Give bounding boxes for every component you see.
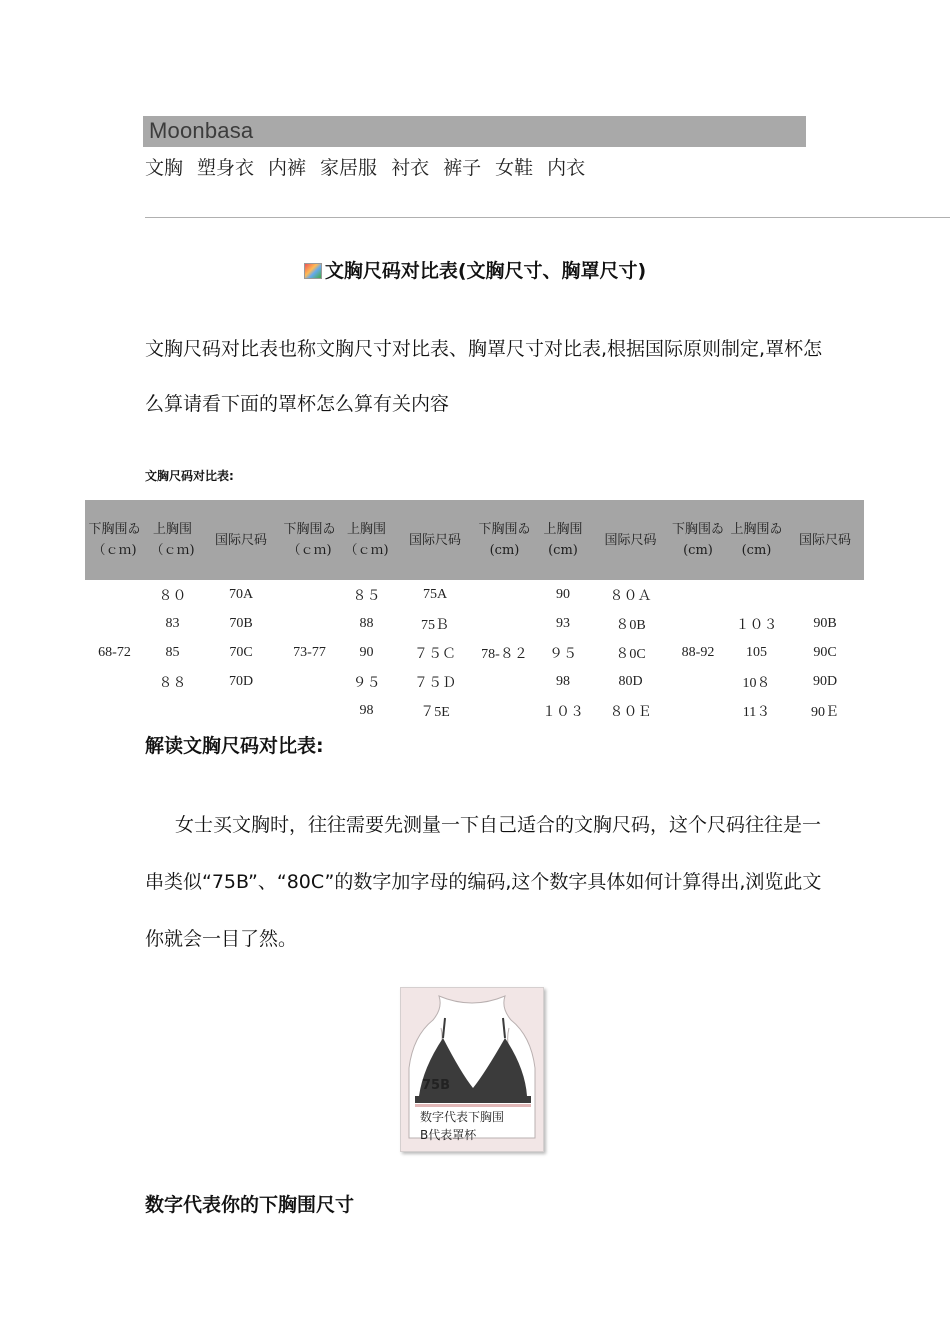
table-cell: ８０Ａ [609, 588, 652, 604]
broken-image-icon [304, 263, 322, 279]
table-row [85, 667, 864, 696]
nav-item-bra[interactable]: 文胸 [145, 157, 184, 179]
table-cell: 75A [422, 586, 448, 602]
header-cell: 国际尺码 [395, 500, 475, 580]
nav-item-shirts[interactable]: 衬衣 [391, 157, 430, 179]
table-cell: １０３ [542, 704, 584, 720]
nav-item-underwear[interactable]: 内裤 [268, 157, 307, 179]
header-cell: 国际尺码 [786, 500, 864, 580]
table-cell: 88 [359, 615, 374, 631]
table-cell: ７５Ｄ [414, 675, 456, 691]
figure-size-label: 75B [422, 1078, 450, 1093]
table-cell: 10８ [742, 675, 771, 691]
table-row [85, 638, 864, 667]
header-cell: 下胸围ゐ（ｃｍ) [85, 500, 144, 580]
table-cell: ８５ [352, 588, 381, 604]
header-cell: 下胸围ゐ(cm) [475, 500, 534, 580]
nav-item-shapewear[interactable]: 塑身衣 [197, 157, 255, 179]
section-heading-underbust: 数字代表你的下胸围尺寸 [145, 1194, 355, 1216]
header-cell: 国际尺码 [592, 500, 669, 580]
table-caption: 文胸尺码对比表: [145, 469, 234, 483]
header-cell: 下胸围ゐ(cm) [669, 500, 727, 580]
table-cell: 70B [229, 615, 253, 631]
table-cell: 90 [556, 586, 570, 602]
table-cell: ８０Ｅ [609, 704, 652, 720]
table-cell: ８0B [615, 617, 646, 633]
header-cell: 上胸围（ｃｍ) [144, 500, 201, 580]
table-cell [201, 696, 281, 725]
underbust-range-cell: 73-77 [293, 644, 326, 660]
table-cell: 80D [618, 673, 643, 689]
table-cell: 83 [165, 615, 180, 631]
size-comparison-table [85, 500, 864, 725]
header-cell: 下胸围ゐ（ｃｍ) [281, 500, 338, 580]
table-cell [727, 580, 786, 609]
table-cell: 70C [229, 644, 253, 660]
intro-paragraph: 文胸尺码对比表也称文胸尺寸对比表、胸罩尺寸对比表,根据国际原则制定,罩杯怎么算请看下面的罩杯怎么算有关内容 [145, 338, 823, 415]
page-title: 文胸尺码对比表(文胸尺寸、胸罩尺寸) [0, 256, 950, 283]
table-cell: ８０ [158, 588, 187, 604]
table-header-row [85, 500, 864, 580]
table-cell: 90B [813, 615, 837, 631]
table-cell: ８0C [615, 646, 646, 662]
table-cell: ９５ [549, 646, 577, 662]
section-heading-interpretation: 解读文胸尺码对比表: [145, 735, 324, 757]
brand-logo[interactable]: Moonbasa [149, 118, 254, 143]
category-nav [145, 153, 585, 180]
table-cell: ７５Ｃ [414, 646, 456, 662]
nav-item-pants[interactable]: 裤子 [443, 157, 482, 179]
table-cell [786, 580, 864, 609]
table-cell: 98 [359, 702, 374, 718]
table-cell: ９５ [352, 675, 381, 691]
table-cell: 98 [556, 673, 570, 689]
table-cell: 85 [165, 644, 180, 660]
table-cell: 90Ｅ [811, 704, 839, 720]
figure-caption [420, 1108, 504, 1144]
table-cell: 90C [813, 644, 837, 660]
header-divider [145, 217, 950, 218]
table-row [85, 696, 864, 725]
nav-item-lingerie[interactable]: 内衣 [547, 157, 586, 179]
table-cell: ８８ [158, 675, 187, 691]
figure-caption-line: 数字代表下胸围 [420, 1110, 505, 1124]
table-cell: 70A [228, 586, 254, 602]
table-cell: ７5E [420, 704, 450, 720]
nav-item-homewear[interactable]: 家居服 [320, 157, 378, 179]
table-cell: 11３ [742, 704, 771, 720]
figure-caption-line: B代表罩杯 [420, 1128, 477, 1142]
header-cell: 上胸围(cm) [534, 500, 592, 580]
table-row [85, 580, 864, 609]
underbust-range-cell: 78-８２ [481, 646, 528, 662]
underbust-range-cell: 68-72 [98, 644, 131, 660]
brand-bar [143, 116, 806, 147]
table-cell: 70D [228, 673, 254, 689]
table-cell: １０３ [735, 617, 778, 633]
table-cell: 90 [359, 644, 374, 660]
bra-size-illustration [400, 987, 544, 1152]
table-cell: 105 [746, 644, 767, 660]
header-cell: 上胸围（ｃｍ) [338, 500, 395, 580]
nav-item-womens-shoes[interactable]: 女鞋 [495, 157, 534, 179]
table-row [85, 609, 864, 638]
body-paragraph: 女士买文胸时，往往需要先测量一下自己适合的文胸尺码，这个尺码往往是一串类似“75B”、“80C”的数字加字母的编码,这个数字具体如何计算得出,浏览此文你就会一目了然。 [145, 814, 822, 950]
table-cell: 93 [556, 615, 570, 631]
table-cell: 90D [812, 673, 838, 689]
table-cell: 75Ｂ [421, 617, 449, 633]
underbust-range-cell: 88-92 [681, 644, 715, 660]
header-cell: 国际尺码 [201, 500, 281, 580]
header-cell: 上胸围ゐ(cm) [727, 500, 786, 580]
table-cell [144, 696, 201, 725]
